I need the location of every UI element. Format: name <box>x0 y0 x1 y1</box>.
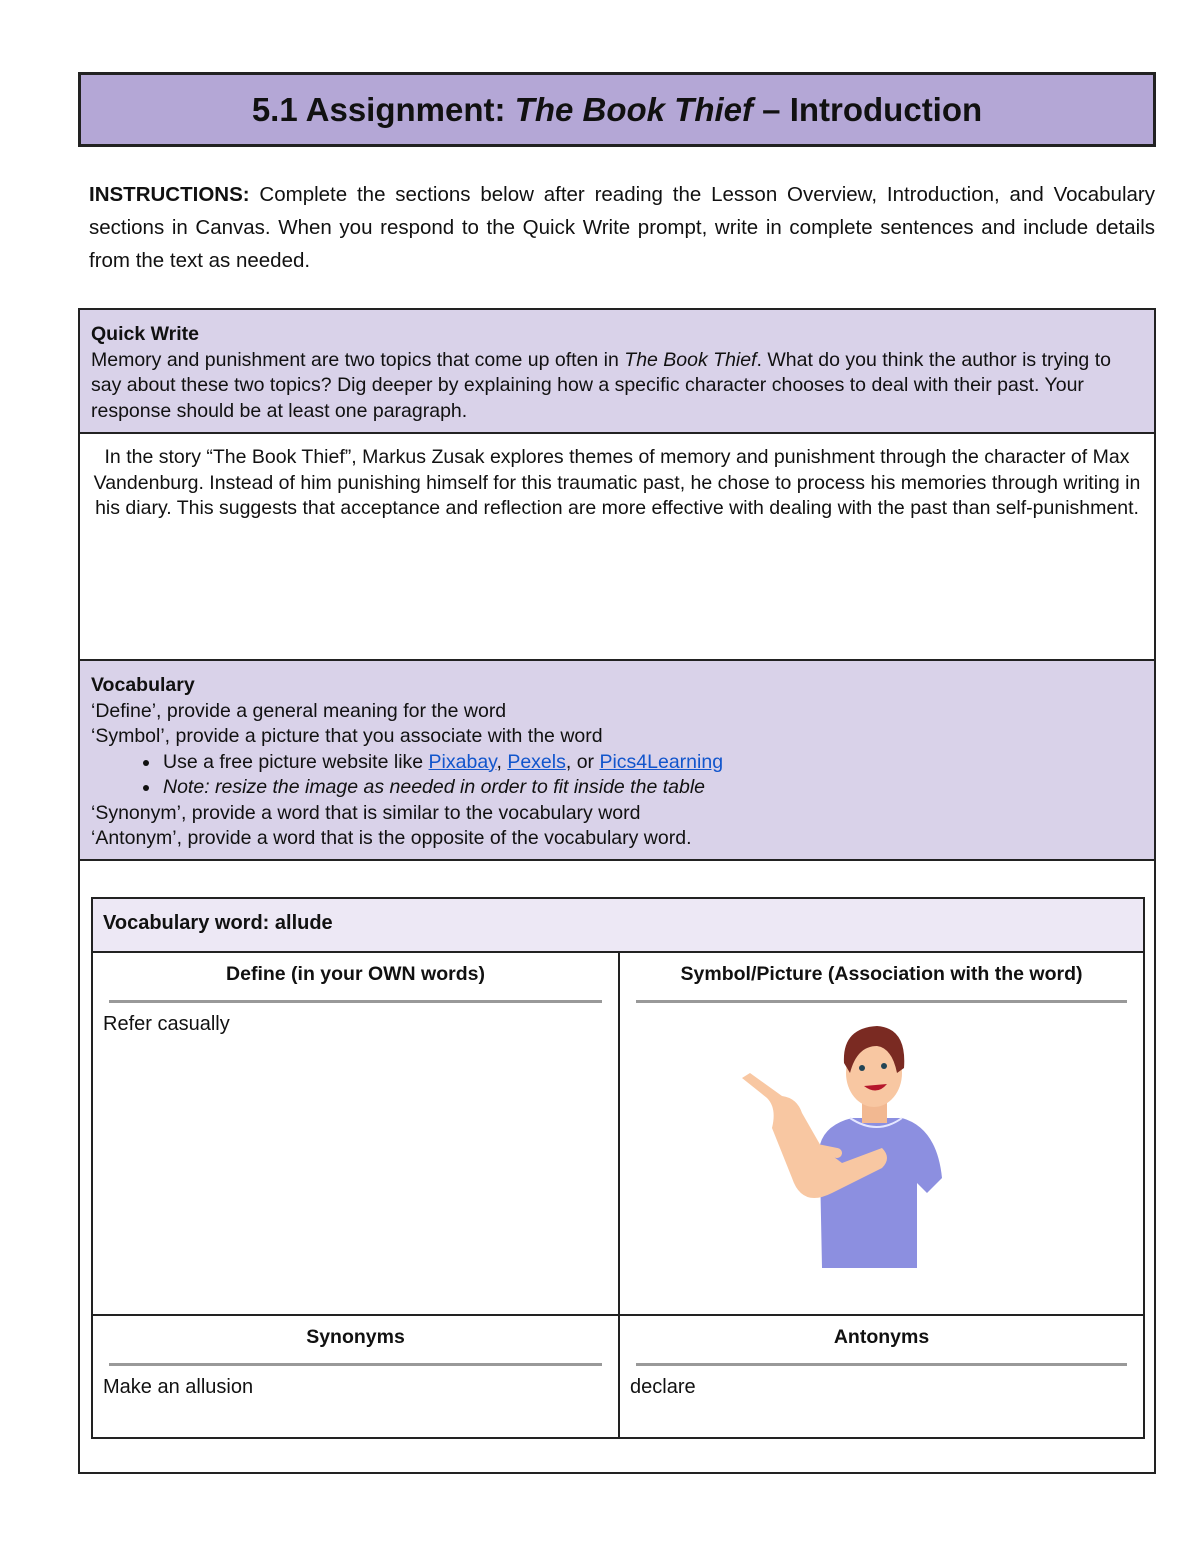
title-prefix: 5.1 Assignment: <box>251 90 515 128</box>
quick-write-heading: Quick Write <box>91 323 200 345</box>
pics4learning-link[interactable]: Pics4Learning <box>599 750 724 773</box>
antonyms-value: declare <box>630 1376 696 1398</box>
instructions-text: Complete the sections below after reading the Lesson Overview, Introduction, and Vocabulary sections in Canvas. When you respond to the Quick Write prompt, write in complete sentences and include details from the text as needed. <box>89 183 1155 272</box>
prompt-book: The Book Thief <box>624 348 757 371</box>
define-cell[interactable] <box>93 953 620 1316</box>
synonyms-cell[interactable] <box>93 1316 620 1437</box>
antonym-instruction: ‘Antonym’, provide a word that is the opposite of the vocabulary word. <box>91 827 692 849</box>
instructions-label: INSTRUCTIONS: <box>89 183 250 206</box>
antonyms-cell[interactable] <box>620 1316 1143 1437</box>
define-instruction: ‘Define’, provide a general meaning for the word <box>91 699 507 722</box>
instructions <box>89 178 1155 277</box>
quick-write-prompt <box>80 310 1154 434</box>
symbol-instruction: ‘Symbol’, provide a picture that you associate with the word <box>91 725 603 747</box>
title-book: The Book Thief <box>514 90 754 128</box>
assignment-table <box>78 308 1156 1474</box>
bullet-text: Use a free picture website like <box>163 750 429 773</box>
define-value: Refer casually <box>103 1013 230 1035</box>
answer-text: In the story “The Book Thief”, Markus Zusak explores themes of memory and punishment through the character of Max Vandenburg. Instead of him punishing himself for this traumatic past, he chose to process his memories through writing in his diary. This suggests that acceptance and reflection are more effective with dealing with the past than self-punishment. <box>93 446 1141 519</box>
symbol-cell[interactable] <box>620 953 1143 1316</box>
prompt-text: Memory and punishment are two topics that come up often in <box>91 348 625 371</box>
separator: , <box>496 750 508 773</box>
prompt-text-2: . What do you think the author is trying to say about these two topics? Dig deeper by explaining how a specific character chooses to deal with their past. Your response should be at least one paragraph. <box>91 348 1111 422</box>
synonyms-value: Make an allusion <box>103 1376 254 1398</box>
bullet-note <box>161 775 1143 801</box>
define-header: Define (in your OWN words) <box>109 963 602 1003</box>
pointing-man-picture <box>732 1018 952 1268</box>
synonyms-header: Synonyms <box>109 1326 602 1366</box>
note-text: Note: resize the image as needed in order to fit inside the table <box>163 776 705 798</box>
bullet-websites <box>161 750 1143 776</box>
synonym-instruction: ‘Synonym’, provide a word that is similar to the vocabulary word <box>91 801 641 824</box>
separator: , or <box>565 750 600 773</box>
title-suffix: – Introduction <box>753 90 983 128</box>
vocabulary-heading: Vocabulary <box>91 674 195 696</box>
page-title <box>78 72 1156 147</box>
symbol-header: Symbol/Picture (Association with the word) <box>636 963 1127 1003</box>
quick-write-answer[interactable] <box>80 434 1154 661</box>
pixabay-link[interactable]: Pixabay <box>428 750 497 773</box>
pexels-link[interactable]: Pexels <box>507 750 566 773</box>
vocab-word-table <box>91 897 1145 1439</box>
vocab-word-header: Vocabulary word: allude <box>93 899 1143 953</box>
antonyms-header: Antonyms <box>636 1326 1127 1366</box>
vocabulary-instructions <box>80 661 1154 861</box>
